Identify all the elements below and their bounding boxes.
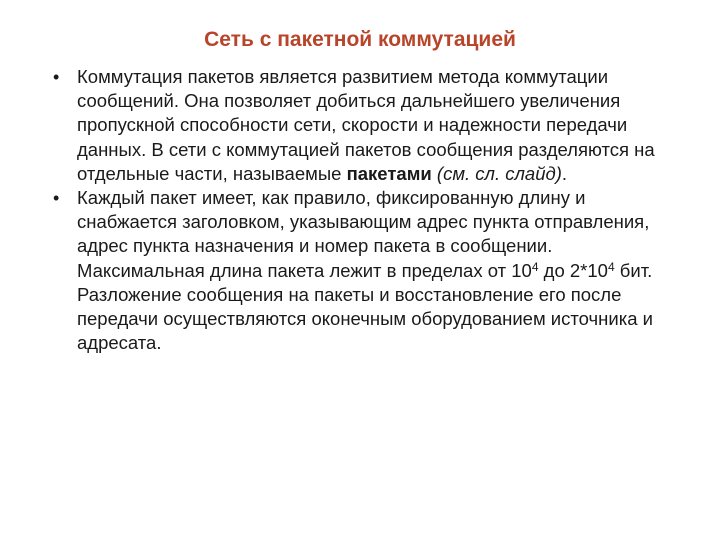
italic-reference: (см. сл. слайд) xyxy=(431,162,562,184)
bold-term: пакетами xyxy=(346,162,432,184)
bullet-icon: • xyxy=(53,188,60,209)
bullet-text: Коммутация пакетов является развитием метода коммутации сообщений. Она позволяет добиться дальнейшего увеличения пропускной способности сети, скорости и надежности передачи данных. В сети с коммутацией пакетов сообщения разделяются на отдельные части, называемые xyxy=(77,66,655,184)
bullet-icon: • xyxy=(53,67,60,87)
bullet-text-part3: бит. Разложение сообщения на пакеты и восстановление его после передачи осуществляются оконечным оборудованием источника и адресата. xyxy=(77,259,653,354)
exponent: 4 xyxy=(531,259,539,274)
bullet-item-packet-switching xyxy=(40,65,680,186)
exponent: 4 xyxy=(607,259,615,274)
bullet-text-part1: Каждый пакет имеет, как правило, фиксированную длину и снабжается заголовком, указывающим адрес пункта отправления, адрес пункта назначения и номер пакета в сообщении. Максимальная длина пакета лежит в пределах от 10 xyxy=(77,187,650,281)
bullet-list xyxy=(40,65,680,355)
sentence-end: . xyxy=(561,162,568,184)
slide-title: Сеть с пакетной коммутацией xyxy=(204,28,516,51)
bullet-text-part2: до 2*10 xyxy=(538,259,608,281)
bullet-item-packet-structure xyxy=(40,186,680,355)
